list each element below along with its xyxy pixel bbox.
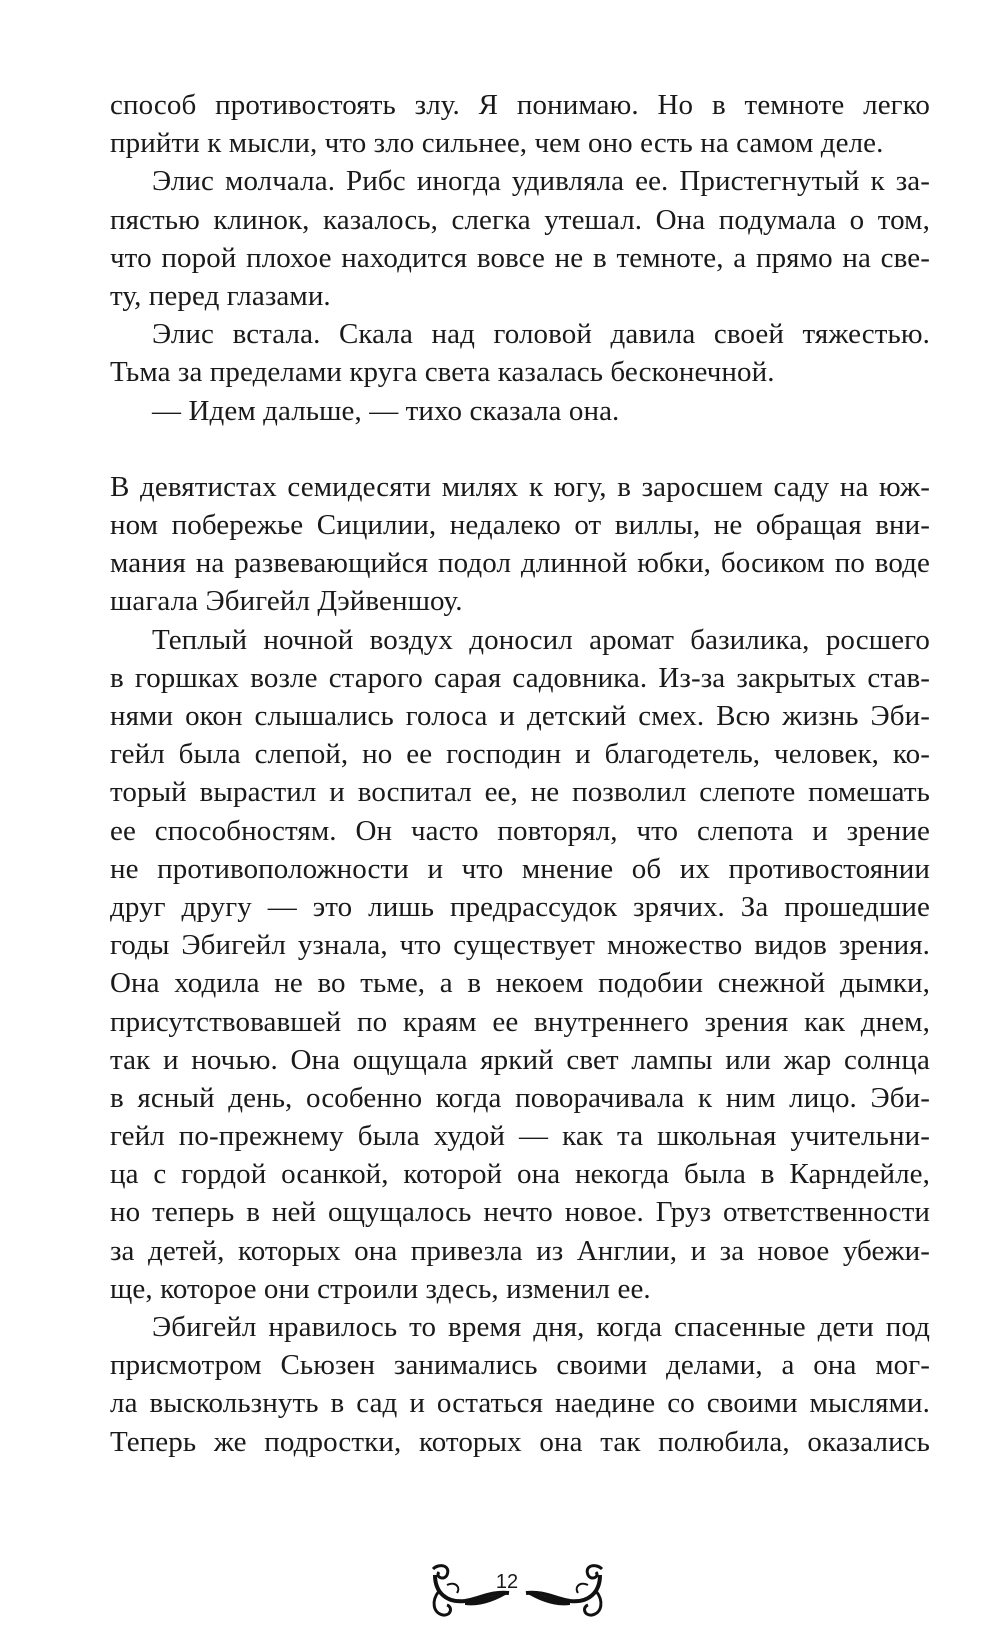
text-line: гейл по-прежнему была худой — как та школьная учительни- [110, 1120, 930, 1153]
text-line: так и ночью. Она ощущала яркий свет лампы или жар солнца [110, 1043, 930, 1076]
text-line: Эбигейл нравилось то время дня, когда спасенные дети под [152, 1311, 930, 1343]
ornament-right-icon [520, 1561, 610, 1621]
text-line: Элис молчала. Рибс иногда удивляла ее. Пристегнутый к за- [152, 165, 930, 198]
text-line: Теперь же подростки, которых она так полюбила, оказались [110, 1425, 930, 1458]
page-number: 12 [495, 1571, 519, 1593]
text-line: в ясный день, особенно когда поворачивала к ним лицо. Эби- [110, 1081, 930, 1114]
text-line: друг другу — это лишь предрассудок зрячих. За прошедшие [110, 890, 930, 923]
text-line: — Идем дальше, — тихо сказала она. [152, 394, 620, 427]
text-line: Тьма за пределами круга света казалась бесконечной. [110, 356, 775, 389]
text-line: пястью клинок, казалось, слегка утешал. Она подумала о том, [110, 203, 930, 236]
scene-break [110, 430, 930, 468]
text-line: присутствовавшей по краям ее внутреннего зрения как днем, [110, 1005, 930, 1038]
text-line: Элис встала. Скала над головой давила своей тяжестью. [152, 318, 930, 351]
text-line: ту, перед глазами. [110, 279, 331, 312]
text-line: не противоположности и что мнение об их противостоянии [110, 852, 930, 885]
text-line: нями окон слышались голоса и детский смех. Всю жизнь Эби- [110, 700, 930, 732]
text-line: ном побережье Сицилии, недалеко от виллы, не обращая вни- [110, 509, 930, 542]
text-line: за детей, которых она привезла из Англии, и за новое убежи- [110, 1234, 930, 1267]
text-line: что порой плохое находится вовсе не в темноте, а прямо на све- [110, 241, 930, 274]
text-line: ца с гордой осанкой, которой она некогда была в Карндейле, [110, 1158, 930, 1191]
text-line: способ противостоять злу. Я понимаю. Но в темноте легко [110, 89, 930, 121]
text-line: торый вырастил и воспитал ее, не позволил слепоте помешать [110, 776, 930, 809]
text-line: Теплый ночной воздух доносил аромат базилика, росшего [152, 623, 930, 656]
text-line: присмотром Сьюзен занимались своими делами, а она мог- [110, 1349, 930, 1382]
text-line: Она ходила не во тьме, а в некоем подобии снежной дымки, [110, 967, 930, 1000]
text-line: в горшках возле старого сарая садовника. Из-за закрытых став- [110, 661, 930, 694]
text-line: В девятистах семидесяти милях к югу, в заросшем саду на юж- [110, 470, 930, 503]
text-line: но теперь в ней ощущалось нечто новое. Груз ответственности [110, 1196, 930, 1229]
text-line: ла выскользнуть в сад и остаться наедине со своими мыслями. [110, 1387, 930, 1420]
text-line: мания на развевающийся подол длинной юбки, босиком по воде [110, 547, 930, 580]
book-page-text [110, 86, 930, 1461]
text-line: прийти к мысли, что зло сильнее, чем оно есть на самом деле. [110, 127, 884, 160]
text-line: ще, которое они строили здесь, изменил ее. [110, 1272, 651, 1305]
text-line: шагала Эбигейл Дэйвеншоу. [110, 585, 463, 618]
page-footer [0, 1553, 1000, 1623]
text-line: годы Эбигейл узнала, что существует множество видов зрения. [110, 929, 930, 962]
text-line: гейл была слепой, но ее господин и благодетель, человек, ко- [110, 738, 930, 771]
text-line: ее способностям. Он часто повторял, что слепота и зрение [110, 814, 930, 847]
